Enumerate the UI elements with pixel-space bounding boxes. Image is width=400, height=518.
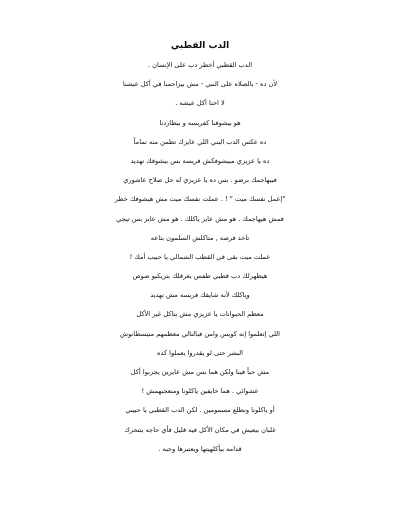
poem-line: اللي إتعلموا إنه كويس وامن فبالتالي معظمهم منيسطانوش — [120, 329, 280, 338]
poem-line: تاخد فرصه , متاكلش السلمون بتاعه — [150, 233, 250, 242]
poem-line: غلبان بيعيش في مكان الأكل فيه قليل فأي حاجه بتتحرك — [124, 425, 276, 434]
poem-line: مش حباً فينا ولكن هما بس مش عايزين يجربوا أكل — [130, 368, 270, 376]
poem — [60, 40, 340, 459]
poem-line: عملت ميت بقى في القطب الشمالي يا حبيب أمك ! — [129, 252, 271, 261]
poem-line: لا احنا أكل عيشه . — [175, 99, 225, 108]
poem-lines — [60, 56, 340, 459]
poem-line: البشر حتى لو يقدروا يعملوا كده — [157, 348, 243, 357]
poem-line: لأن ده - بالصلاه على النبي - مش بيزاحمنا في أكل عيشنا — [122, 80, 278, 89]
poem-line: وياكلك لأنه شايفك فريسه مش تهديد — [150, 291, 250, 300]
poem-line: أو ياكلونا ونطلع مسمومين . لكن الدب القطبي يا حبيبي — [125, 406, 275, 415]
poem-line: معظم الحيوانات يا عزيزي مش بتاكل غير الأكل — [136, 310, 264, 319]
poem-line: فمش هيهاجمك . هو مش عايز ياكلك . هو مش عايز بس تيجي — [116, 214, 284, 223]
poem-line: فبيهاجمك برضو . بس ده يا عزيزي له حل صلاح عاشوري — [123, 176, 277, 185]
poem-line: عشوائي . هما خايفين ياكلونا ومنعجبهمش ! — [141, 387, 259, 396]
poem-line: "إعمل نفسك ميت " ! . عملت نفسك ميت مش هيشوفك خطر — [114, 195, 286, 204]
poem-title: الدب القطبي — [170, 41, 230, 51]
poem-line: الدب القطبي أخطر دب على الإنسان . — [147, 61, 253, 69]
poem-line: ده عكس الدب البني اللي عايزك تطمن منه تماماً — [133, 137, 267, 146]
poem-line: هيظهرلك دب قطبي طفس يغرقلك بتريكيو صوص — [132, 272, 268, 281]
poem-line: قدامه بيأكلهيتها ويعتبرها وجبه . — [158, 444, 242, 453]
poem-line: هو بيشوفنا كفريسه و بيطاردنا — [159, 118, 241, 127]
poem-line: ده يا عزيزي مبيشوفكش فريسه بس بيشوفك تهديد — [130, 156, 270, 165]
